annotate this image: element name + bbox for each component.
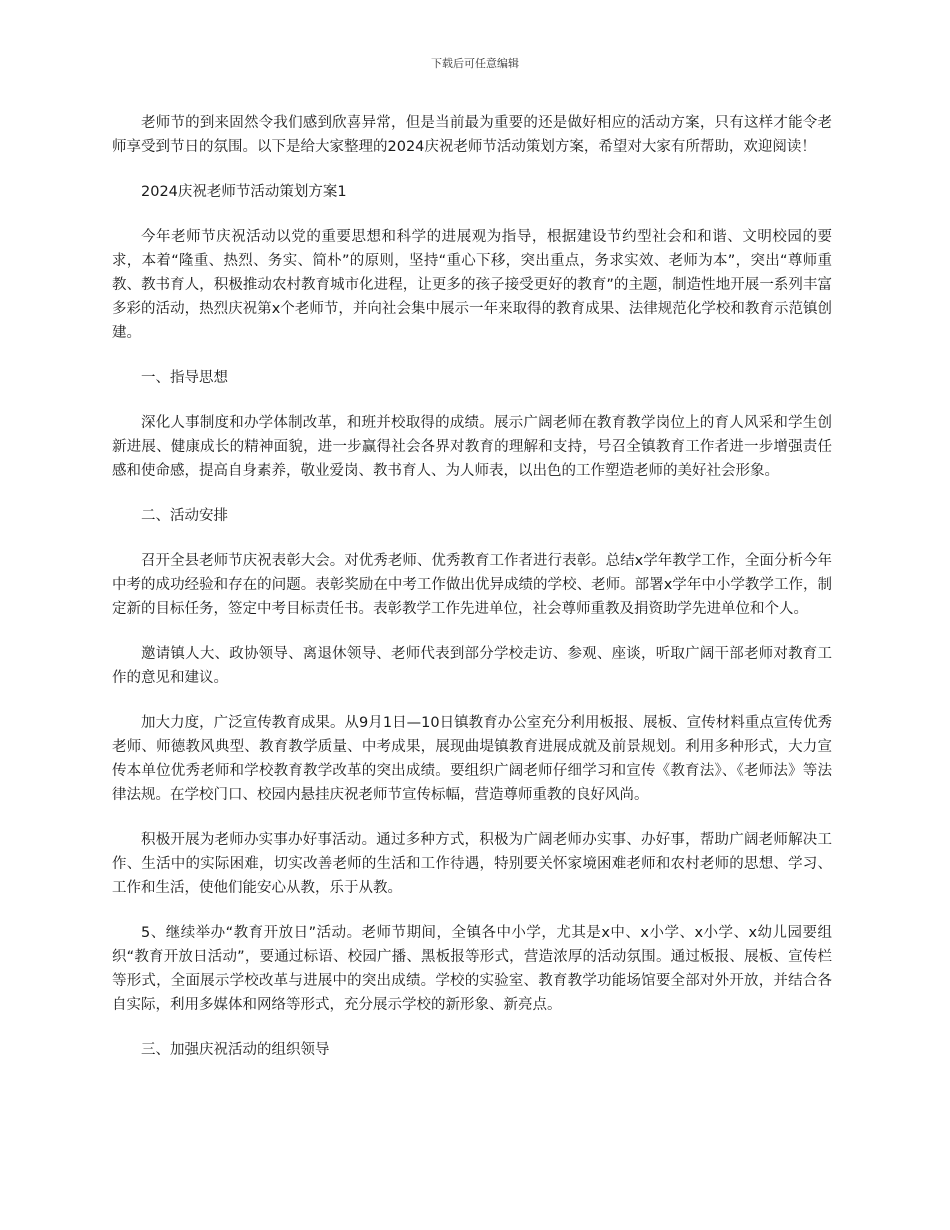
activity-paragraph-4: 积极开展为老师办实事办好事活动。通过多种方式，积极为广阔老师办实事、办好事，帮助广阔老师解决工作、生活中的实际困难，切实改善老师的生活和工作待遇，特别要关怀家境困难老师和农村老师的思想、学习、工作和生活，使他们能安心从教，乐于从教。	[112, 832, 832, 896]
overview-paragraph: 今年老师节庆祝活动以党的重要思想和科学的进展观为指导，根据建设节约型社会和和谐、文明校园的要求，本着“隆重、热烈、务实、简朴”的原则，坚持“重心下移，突出重点，务求实效、老师为本”，突出“尊师重教、教书育人，积极推动农村教育城市化进程，让更多的孩子接受更好的教育”的主题，制造性地开展一系列丰富多彩的活动，热烈庆祝第x个老师节，并向社会集中展示一年来取得的教育成果、法律规范化学校和教育示范镇创建。	[112, 229, 832, 341]
activity-paragraph-1: 召开全县老师节庆祝表彰大会。对优秀老师、优秀教育工作者进行表彰。总结x学年教学工作，全面分析今年中考的成功经验和存在的问题。表彰奖励在中考工作做出优异成绩的学校、老师。部署x学年中小学教学工作，制定新的目标任务，签定中考目标责任书。表彰教学工作先进单位，社会尊师重教及捐资助学先进单位和个人。	[112, 553, 832, 617]
document-body	[112, 111, 832, 1083]
plan-title: 2024庆祝老师节活动策划方案1	[141, 184, 347, 200]
guiding-ideology-paragraph: 深化人事制度和办学体制改革，和班并校取得的成绩。展示广阔老师在教育教学岗位上的育人风采和学生创新进展、健康成长的精神面貌，进一步赢得社会各界对教育的理解和支持，号召全镇教育工作者进一步增强责任感和使命感，提高自身素养，敬业爱岗、教书育人、为人师表，以出色的工作塑造老师的美好社会形象。	[112, 415, 832, 479]
section-heading-guiding-ideology: 一、指导思想	[141, 370, 228, 386]
section-heading-activity-arrangement: 二、活动安排	[141, 508, 228, 524]
activity-paragraph-2: 邀请镇人大、政协领导、离退休领导、老师代表到部分学校走访、参观、座谈，听取广阔干部老师对教育工作的意见和建议。	[112, 646, 832, 686]
activity-paragraph-5: 5、继续举办“教育开放日”活动。老师节期间，全镇各中小学，尤其是x中、x小学、x小学、x幼儿园要组织“教育开放日活动”，要通过标语、校园广播、黑板报等形式，营造浓厚的活动氛围。通过板报、展板、宣传栏等形式，全面展示学校改革与进展中的突出成绩。学校的实验室、教育教学功能场馆要全部对外开放，并结合各自实际，利用多媒体和网络等形式，充分展示学校的新形象、新亮点。	[112, 925, 832, 1013]
page-header-note: 下载后可任意编辑	[431, 57, 519, 70]
intro-paragraph: 老师节的到来固然令我们感到欣喜异常，但是当前最为重要的还是做好相应的活动方案，只有这样才能令老师享受到节日的氛围。以下是给大家整理的2024庆祝老师节活动策划方案，希望对大家有所帮助，欢迎阅读！	[112, 115, 832, 155]
activity-paragraph-3: 加大力度，广泛宣传教育成果。从9月1日—10日镇教育办公室充分利用板报、展板、宣传材料重点宣传优秀老师、师德教风典型、教育教学质量、中考成果，展现曲堤镇教育进展成就及前景规划。利用多种形式，大力宣传本单位优秀老师和学校教育教学改革的突出成绩。要组织广阔老师仔细学习和宣传《教育法》、《老师法》等法律法规。在学校门口、校园内悬挂庆祝老师节宣传标幅，营造尊师重教的良好风尚。	[112, 715, 832, 803]
section-heading-organization: 三、加强庆祝活动的组织领导	[141, 1042, 330, 1058]
